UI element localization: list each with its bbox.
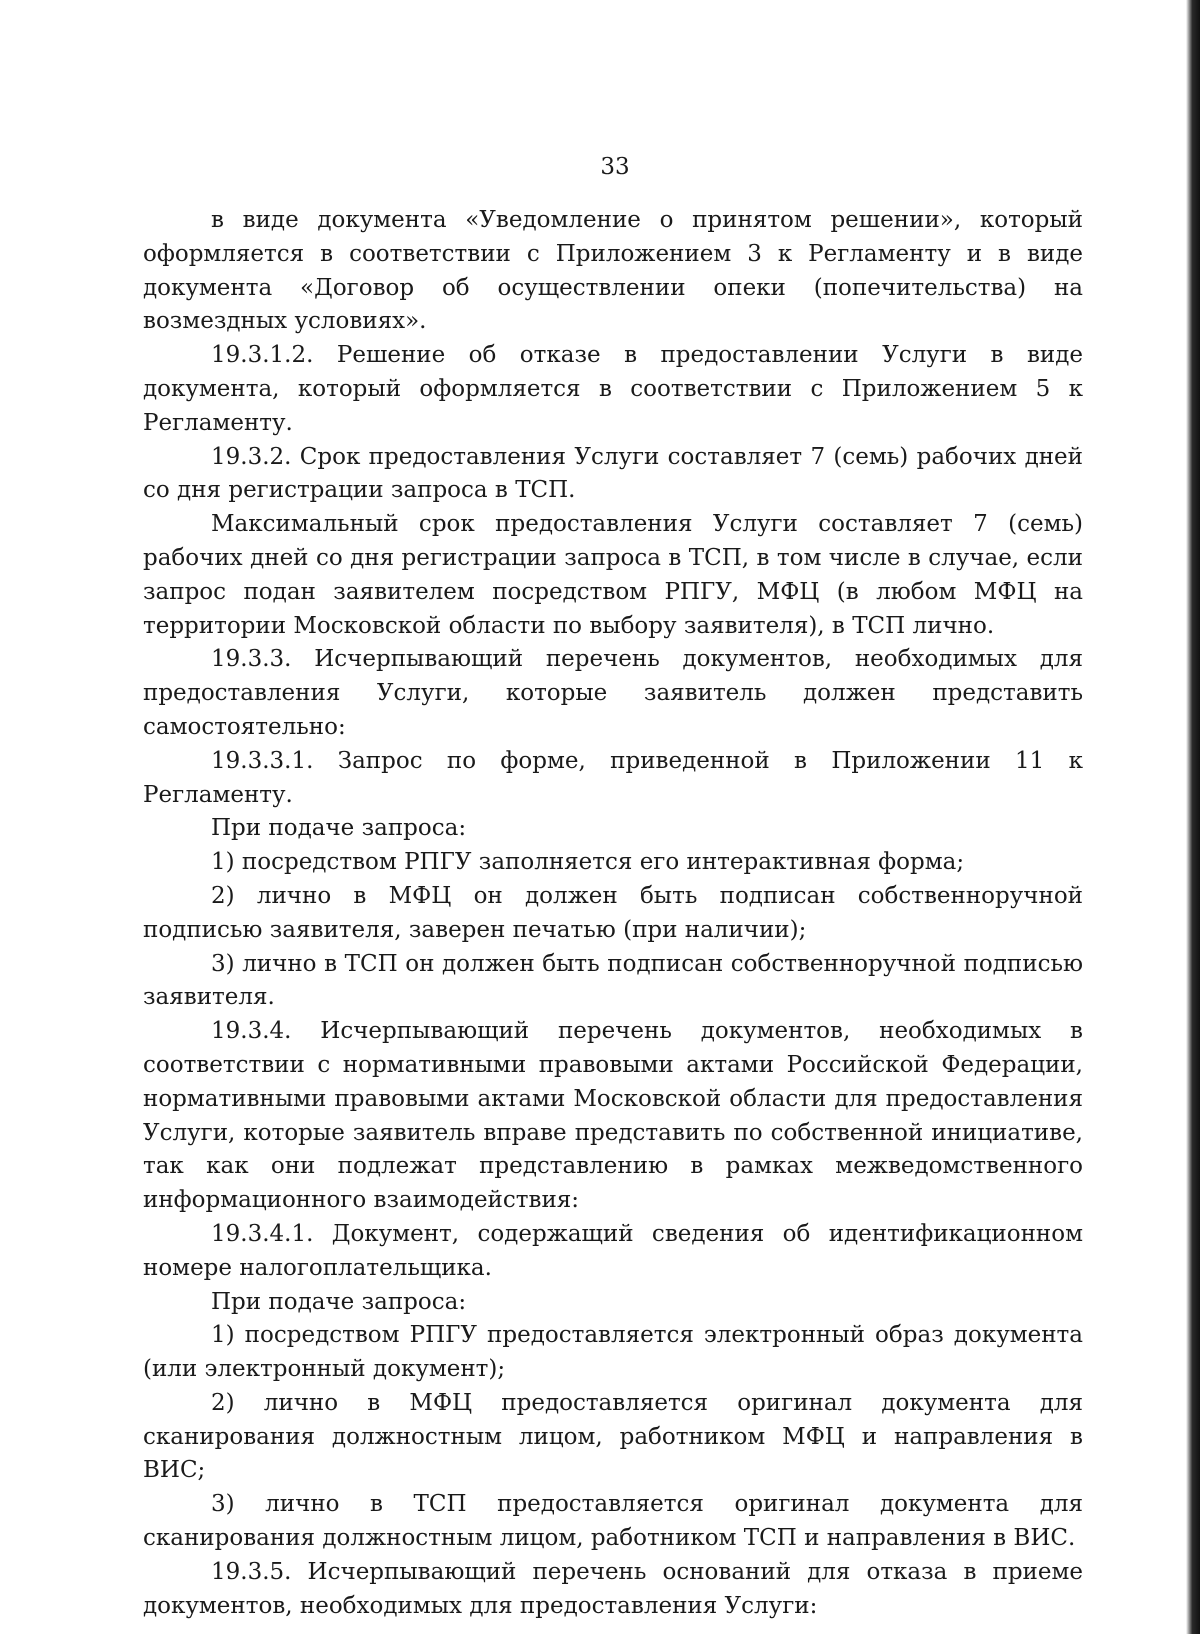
paragraph-19-3-3-1: 19.3.3.1. Запрос по форме, приведенной в Приложении 11 к Регламенту. (143, 747, 1083, 808)
list-item-rpgu-2: 1) посредством РПГУ предоставляется электронный образ документа (или электронный документ); (143, 1322, 1083, 1383)
list-item-tsp-2: 3) лично в ТСП предоставляется оригинал документа для сканирования должностным лицом, работником ТСП и направления в ВИС. (143, 1491, 1083, 1552)
document-body (143, 204, 1083, 1623)
paragraph-max-term: Максимальный срок предоставления Услуги составляет 7 (семь) рабочих дней со дня регистрации запроса в ТСП, в том числе в случае, если запрос подан заявителем посредством РПГУ, МФЦ (в любом МФЦ на территории Московской области по выбору заявителя), в ТСП лично. (143, 511, 1083, 639)
paragraph-19-3-1-2: 19.3.1.2. Решение об отказе в предоставлении Услуги в виде документа, который оформляется в соответствии с Приложением 5 к Регламенту. (143, 342, 1083, 436)
list-item-tsp: 3) лично в ТСП он должен быть подписан собственноручной подписью заявителя. (143, 950, 1083, 1011)
paragraph-19-3-2: 19.3.2. Срок предоставления Услуги составляет 7 (семь) рабочих дней со дня регистрации запроса в ТСП. (143, 443, 1083, 504)
list-item-rpgu: 1) посредством РПГУ заполняется его интерактивная форма; (211, 849, 965, 876)
paragraph-submission-heading-2: При подаче запроса: (211, 1288, 467, 1315)
list-item-mfc: 2) лично в МФЦ он должен быть подписан собственноручной подписью заявителя, заверен печатью (при наличии); (143, 882, 1083, 943)
paragraph-19-3-4-1: 19.3.4.1. Документ, содержащий сведения об идентификационном номере налогоплательщика. (143, 1220, 1083, 1281)
scan-edge (1186, 0, 1200, 1634)
paragraph-19-3-3: 19.3.3. Исчерпывающий перечень документов, необходимых для предоставления Услуги, которые заявитель должен представить самостоятельно: (143, 646, 1083, 740)
paragraph-continuation: в виде документа «Уведомление о принятом решении», который оформляется в соответствии с Приложением 3 к Регламенту и в виде документа «Договор об осуществлении опеки (попечительства) на возмездных условиях». (143, 207, 1083, 335)
paragraph-19-3-5: 19.3.5. Исчерпывающий перечень оснований для отказа в приеме документов, необходимых для предоставления Услуги: (143, 1558, 1083, 1619)
page-number: 33 (600, 154, 630, 180)
paragraph-19-3-4: 19.3.4. Исчерпывающий перечень документов, необходимых в соответствии с нормативными правовыми актами Российской Федерации, нормативными правовыми актами Московской области для предоставления Услуги, которые заявитель вправе представить по собственной инициативе, так как они подлежат представлению в рамках межведомственного информационного взаимодействия: (143, 1018, 1083, 1214)
list-item-mfc-2: 2) лично в МФЦ предоставляется оригинал документа для сканирования должностным лицом, работником МФЦ и направления в ВИС; (143, 1389, 1083, 1484)
paragraph-submission-heading: При подаче запроса: (211, 815, 467, 842)
